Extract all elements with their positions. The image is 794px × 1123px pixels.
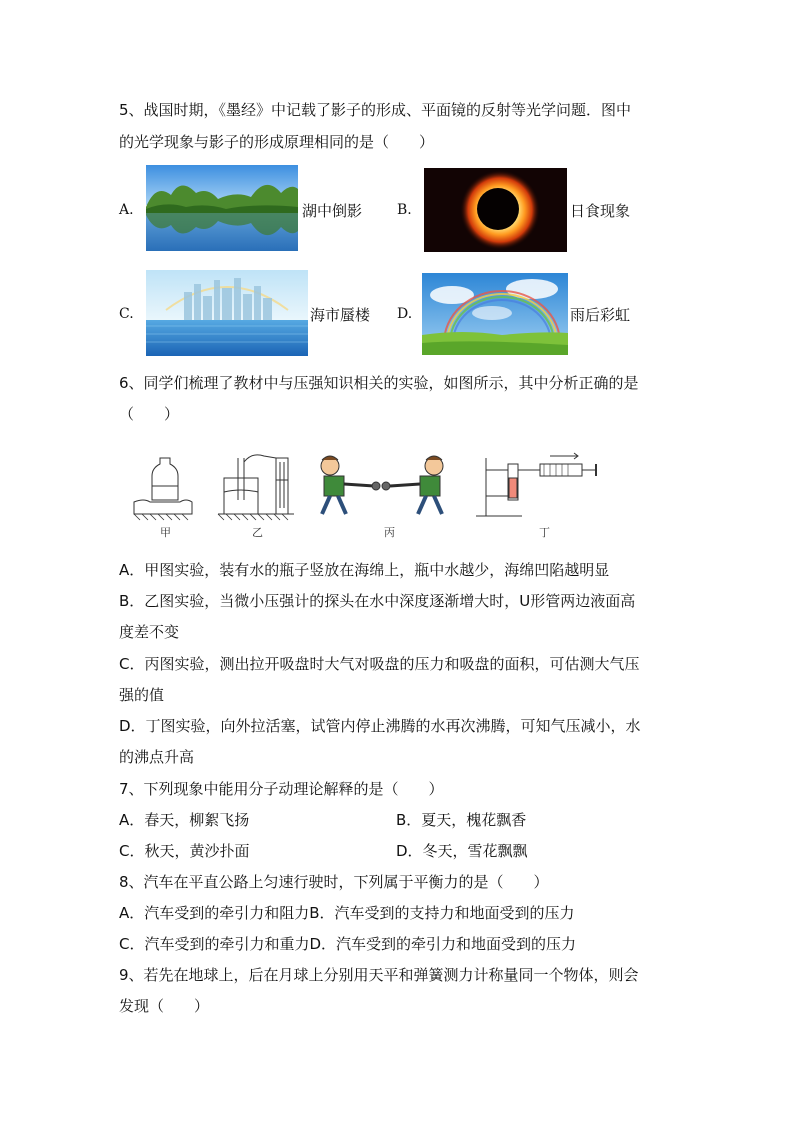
figure-label-jia: 甲 — [160, 526, 171, 539]
q7-stem: 7、下列现象中能用分子动理论解释的是（ ） — [119, 780, 444, 798]
q6-option-b-line2: 度差不变 — [119, 623, 180, 641]
suction-cup-tug-diagram — [321, 456, 443, 514]
figure-label-yi: 乙 — [252, 526, 263, 539]
q5-option-c-letter: C. — [119, 306, 134, 322]
q6-option-a: A．甲图实验，装有水的瓶子竖放在海绵上，瓶中水越少，海绵凹陷越明显 — [119, 561, 610, 579]
figure-label-ding: 丁 — [539, 526, 550, 539]
q7-option-a: A．春天，柳絮飞扬 — [119, 811, 250, 829]
lake-reflection-image — [146, 165, 298, 251]
rainbow-image — [422, 273, 568, 355]
q6-stem-line1: 6、同学们梳理了教材中与压强知识相关的实验，如图所示，其中分析正确的是 — [119, 374, 639, 392]
q6-stem-line2: （ ） — [119, 405, 180, 423]
q6-option-c-line1: C．丙图实验，测出拉开吸盘时大气对吸盘的压力和吸盘的面积，可估测大气压 — [119, 655, 640, 673]
q8-options-cd: C．汽车受到的牵引力和重力D．汽车受到的牵引力和地面受到的压力 — [119, 935, 577, 953]
q7-option-b: B．夏天，槐花飘香 — [396, 811, 527, 829]
bottle-on-sponge-diagram — [134, 458, 192, 520]
pressure-experiments-figure — [130, 448, 600, 540]
q5-option-b-caption: 日食现象 — [570, 202, 631, 220]
q8-options-ab: A．汽车受到的牵引力和阻力B．汽车受到的支持力和地面受到的压力 — [119, 904, 575, 922]
syringe-boiling-diagram — [476, 453, 596, 516]
q7-option-c: C．秋天，黄沙扑面 — [119, 842, 250, 860]
q6-option-b-line1: B．乙图实验，当微小压强计的探头在水中深度逐渐增大时，U形管两边液面高 — [119, 592, 636, 610]
q5-stem-line1: 5、战国时期，《墨经》中记载了影子的形成、平面镜的反射等光学问题．图中 — [119, 101, 632, 119]
q5-option-a-caption: 湖中倒影 — [302, 202, 363, 220]
q5-option-d-letter: D. — [397, 306, 413, 322]
q5-option-b-letter: B. — [397, 202, 412, 218]
q9-stem-line2: 发现（ ） — [119, 997, 210, 1015]
q5-stem-line2: 的光学现象与影子的形成原理相同的是（ ） — [119, 133, 435, 151]
q6-option-c-line2: 强的值 — [119, 686, 165, 704]
q8-stem: 8、汽车在平直公路上匀速行驶时，下列属于平衡力的是（ ） — [119, 873, 549, 891]
solar-eclipse-image — [424, 168, 567, 252]
q6-option-d-line1: D．丁图实验，向外拉活塞，试管内停止沸腾的水再次沸腾，可知气压减小，水 — [119, 717, 641, 735]
pressure-gauge-diagram — [218, 455, 294, 520]
mirage-image — [146, 270, 308, 356]
q5-option-c-caption: 海市蜃楼 — [310, 306, 371, 324]
q9-stem-line1: 9、若先在地球上，后在月球上分别用天平和弹簧测力计称量同一个物体，则会 — [119, 966, 639, 984]
q5-option-a-letter: A. — [119, 202, 134, 218]
figure-label-bing: 丙 — [384, 526, 395, 539]
q6-option-d-line2: 的沸点升高 — [119, 748, 195, 766]
q7-option-d: D．冬天，雪花飘飘 — [396, 842, 528, 860]
q5-option-d-caption: 雨后彩虹 — [570, 306, 631, 324]
